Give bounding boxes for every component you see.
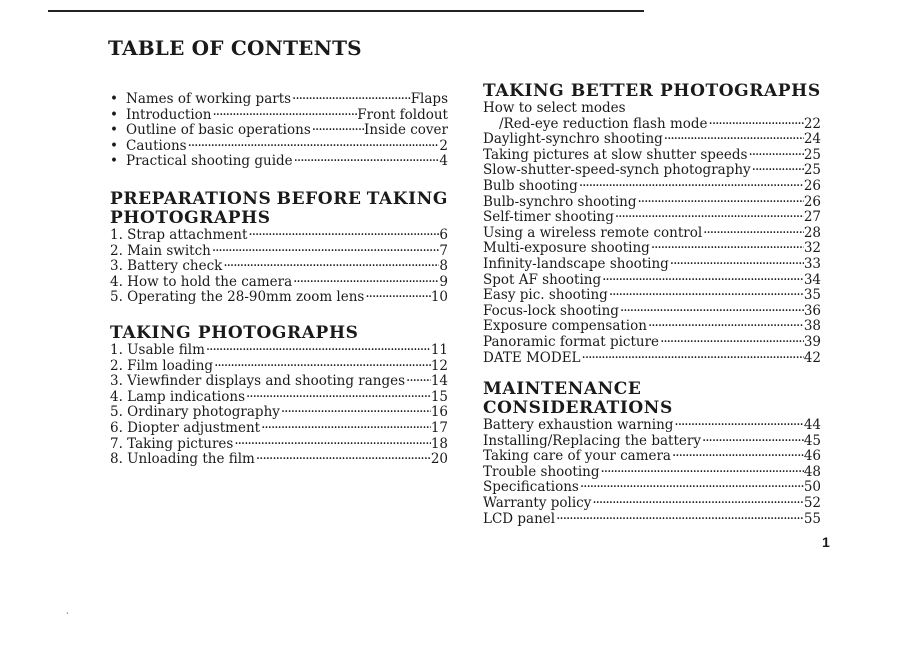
- bullet-icon: •: [110, 91, 118, 107]
- toc-entry-label: Exposure compensation: [483, 318, 647, 335]
- toc-entry-label: LCD panel: [483, 510, 556, 527]
- toc-entry-page: 24: [803, 131, 821, 148]
- bullet-icon: •: [110, 153, 118, 170]
- dot-leader: [291, 92, 411, 108]
- toc-entry-label: Self-timer shooting: [483, 209, 614, 226]
- toc-entry-page: 25: [803, 146, 821, 163]
- dot-leader: [708, 117, 804, 133]
- toc-entry-label: Multi-exposure shooting: [483, 240, 650, 257]
- toc-entry-label: Battery exhaustion warning: [483, 417, 674, 434]
- toc-entry-page: 44: [803, 417, 821, 434]
- dot-leader: [747, 148, 803, 164]
- toc-entry-page: 36: [803, 302, 821, 319]
- toc-entry-page: 18: [430, 435, 448, 452]
- toc-entry-page: Flaps: [410, 91, 448, 107]
- section-title-better: TAKING BETTER PHOTOGRAPHS: [483, 81, 821, 101]
- toc-entry-label: Taking pictures at slow shutter speeds: [483, 146, 748, 163]
- toc-entry-label: 5. Ordinary photography: [110, 404, 280, 421]
- toc-entry-page: 16: [430, 404, 448, 421]
- toc-entry-label: Easy pic. shooting: [483, 287, 608, 304]
- dot-leader: [614, 210, 804, 226]
- toc-entry[interactable]: [110, 343, 448, 359]
- toc-entry-label: Panoramic format picture: [483, 333, 660, 350]
- preparations-section: [110, 190, 448, 306]
- toc-entry[interactable]: [110, 244, 448, 260]
- dot-leader: [619, 304, 804, 320]
- toc-entry-label: 3. Viewfinder displays and shooting ranges: [110, 373, 406, 390]
- better-list: [483, 117, 821, 367]
- toc-entry-page: 32: [803, 240, 821, 257]
- dot-leader: [405, 374, 431, 390]
- dot-leader: [608, 288, 804, 304]
- toc-entry[interactable]: [110, 359, 448, 375]
- toc-entry[interactable]: [110, 452, 448, 468]
- toc-entry-page: 38: [803, 318, 821, 335]
- dot-leader: [663, 132, 804, 148]
- toc-entry[interactable]: [483, 226, 821, 242]
- toc-entry-page: 45: [803, 432, 821, 449]
- toc-entry[interactable]: [483, 288, 821, 304]
- toc-entry-label: Using a wireless remote control: [483, 224, 703, 241]
- dot-leader: [213, 359, 431, 375]
- toc-entry[interactable]: [483, 351, 821, 367]
- dot-leader: [673, 418, 803, 434]
- toc-entry-label: Taking care of your camera: [483, 448, 671, 465]
- toc-entry-page: 26: [803, 193, 821, 210]
- dot-leader: [671, 449, 804, 465]
- toc-entry-label: 8. Unloading the film: [110, 451, 255, 468]
- toc-entry-page: 12: [430, 357, 448, 374]
- toc-entry[interactable]: [483, 434, 821, 450]
- toc-entry-page: 20: [430, 451, 448, 468]
- title-word: PREPARATIONS: [110, 188, 272, 209]
- dot-leader: [581, 351, 804, 367]
- toc-entry-label: 1. Strap attachment: [110, 226, 248, 243]
- toc-entry[interactable]: [483, 273, 821, 289]
- section-title-preparations: [110, 190, 448, 209]
- toc-entry-label: Names of working parts: [126, 91, 292, 107]
- toc-entry[interactable]: [483, 132, 821, 148]
- toc-entry-label: 3. Battery check: [110, 258, 223, 275]
- dot-leader: [292, 275, 439, 291]
- top-rule: [48, 10, 644, 12]
- toc-entry-label: Slow-shutter-speed-synch photography: [483, 162, 751, 179]
- toc-entry-page: 34: [803, 271, 821, 288]
- dot-leader: [669, 257, 804, 273]
- toc-entry[interactable]: [483, 496, 821, 512]
- toc-entry[interactable]: [110, 390, 448, 406]
- toc-entry[interactable]: [483, 163, 821, 179]
- dot-leader: [247, 228, 439, 244]
- bullet-icon: •: [110, 106, 118, 123]
- dot-leader: [205, 343, 431, 359]
- toc-entry-page: 39: [803, 333, 821, 350]
- toc-entry-label: DATE MODEL: [483, 349, 581, 366]
- toc-entry[interactable]: [483, 179, 821, 195]
- dot-leader: [233, 437, 430, 453]
- preparations-list: [110, 228, 448, 306]
- toc-entry-label: Specifications: [483, 479, 579, 496]
- section-title-maintenance: MAINTENANCE CONSIDERATIONS: [483, 379, 673, 419]
- toc-entry-page: 7: [439, 242, 448, 259]
- toc-entry-page: 4: [439, 153, 448, 170]
- scan-mark: ˎ: [66, 604, 70, 615]
- toc-entry[interactable]: [110, 154, 448, 170]
- dot-leader: [751, 163, 804, 179]
- title-word: BEFORE: [276, 188, 362, 209]
- toc-entry[interactable]: [110, 123, 448, 139]
- toc-entry-page: 14: [430, 373, 448, 390]
- dot-leader: [222, 259, 439, 275]
- dot-leader: [636, 195, 803, 211]
- toc-entry-page: 46: [803, 448, 821, 465]
- dot-leader: [647, 319, 804, 335]
- toc-entry[interactable]: [483, 257, 821, 273]
- dot-leader: [212, 108, 358, 124]
- dot-leader: [578, 179, 804, 195]
- taking-section: [110, 324, 448, 468]
- toc-entry[interactable]: [110, 437, 448, 453]
- toc-entry[interactable]: [483, 335, 821, 351]
- toc-entry-label: Spot AF shooting: [483, 271, 602, 288]
- toc-entry-label: Introduction: [126, 106, 212, 123]
- toc-entry[interactable]: [110, 421, 448, 437]
- dot-leader: [579, 480, 804, 496]
- toc-entry[interactable]: [110, 374, 448, 390]
- toc-entry[interactable]: [483, 241, 821, 257]
- page-title: TABLE OF CONTENTS: [108, 36, 362, 60]
- dot-leader: [599, 465, 803, 481]
- dot-leader: [701, 434, 804, 450]
- dot-leader: [280, 405, 431, 421]
- bullet-icon: •: [110, 122, 118, 139]
- toc-entry[interactable]: [110, 405, 448, 421]
- toc-entry-label: 6. Diopter adjustment: [110, 419, 261, 436]
- toc-entry[interactable]: [110, 92, 448, 108]
- toc-entry-page: 9: [439, 273, 448, 290]
- right-column: [483, 82, 821, 527]
- toc-entry-label: Bulb-synchro shooting: [483, 193, 637, 210]
- toc-entry-page: 28: [803, 224, 821, 241]
- dot-leader: [364, 290, 430, 306]
- toc-subheading: How to select modes: [483, 100, 626, 116]
- toc-entry-label: Infinity-landscape shooting: [483, 255, 669, 272]
- title-word: TAKING: [366, 188, 448, 209]
- toc-entry-page: 50: [803, 479, 821, 496]
- toc-entry-page: 48: [803, 463, 821, 480]
- maintenance-section: [483, 380, 821, 527]
- toc-entry-label: /Red-eye reduction flash mode: [499, 115, 708, 132]
- front-matter-list: [110, 92, 448, 170]
- toc-entry-label: Installing/Replacing the battery: [483, 432, 701, 449]
- dot-leader: [245, 390, 431, 406]
- toc-entry-page: 10: [430, 289, 448, 306]
- dot-leader: [555, 512, 804, 528]
- toc-entry-page: 2: [439, 137, 448, 154]
- dot-leader: [260, 421, 431, 437]
- toc-entry-label: Trouble shooting: [483, 463, 600, 480]
- toc-entry[interactable]: [483, 418, 821, 434]
- toc-entry[interactable]: [483, 117, 821, 133]
- toc-entry-label: 4. Lamp indications: [110, 388, 245, 405]
- toc-entry[interactable]: [483, 304, 821, 320]
- toc-entry[interactable]: [110, 290, 448, 306]
- dot-leader: [311, 123, 364, 139]
- dot-leader: [293, 154, 440, 170]
- toc-entry-page: 35: [803, 287, 821, 304]
- toc-entry-label: 4. How to hold the camera: [110, 273, 293, 290]
- dot-leader: [702, 226, 804, 242]
- toc-entry-label: 2. Film loading: [110, 357, 214, 374]
- toc-entry[interactable]: [110, 228, 448, 244]
- toc-entry[interactable]: [483, 465, 821, 481]
- toc-entry-label: Outline of basic operations: [126, 122, 311, 139]
- toc-entry-page: 55: [803, 510, 821, 527]
- toc-entry-page: 25: [803, 162, 821, 179]
- toc-entry[interactable]: [110, 275, 448, 291]
- toc-entry[interactable]: [483, 195, 821, 211]
- toc-entry-page: 22: [803, 115, 821, 132]
- maintenance-list: [483, 418, 821, 527]
- toc-entry-page: 11: [430, 341, 448, 358]
- toc-entry-page: 52: [803, 495, 821, 512]
- toc-entry-label: 7. Taking pictures: [110, 435, 234, 452]
- toc-entry-label: Focus-lock shooting: [483, 302, 619, 319]
- toc-entry-label: Practical shooting guide: [126, 153, 293, 170]
- toc-entry[interactable]: [110, 139, 448, 155]
- toc-entry-page: 8: [439, 258, 448, 275]
- toc-entry-label: Daylight-synchro shooting: [483, 131, 663, 148]
- toc-entry-label: Cautions: [126, 137, 187, 154]
- toc-entry-label: 2. Main switch: [110, 242, 211, 259]
- toc-entry[interactable]: [483, 319, 821, 335]
- toc-entry[interactable]: [483, 148, 821, 164]
- toc-entry-label: 1. Usable film: [110, 341, 205, 358]
- page-number: 1: [822, 534, 830, 550]
- toc-entry[interactable]: [483, 480, 821, 496]
- toc-entry-page: Front foldout: [357, 106, 448, 123]
- bullet-icon: •: [110, 137, 118, 154]
- dot-leader: [211, 244, 440, 260]
- toc-entry-page: 6: [439, 226, 448, 243]
- toc-entry-page: 15: [430, 388, 448, 405]
- toc-entry-label: Warranty policy: [483, 495, 592, 512]
- toc-entry-page: 27: [803, 209, 821, 226]
- dot-leader: [187, 139, 440, 155]
- toc-entry[interactable]: [110, 108, 448, 124]
- toc-entry-label: Bulb shooting: [483, 177, 578, 194]
- toc-entry-page: 26: [803, 177, 821, 194]
- dot-leader: [650, 241, 804, 257]
- toc-entry-page: 42: [803, 349, 821, 366]
- dot-leader: [591, 496, 803, 512]
- taking-list: [110, 343, 448, 468]
- toc-entry-page: 33: [803, 255, 821, 272]
- left-column: [110, 92, 448, 468]
- dot-leader: [601, 273, 804, 289]
- section-title-preparations-line2: PHOTOGRAPHS: [110, 207, 271, 228]
- dot-leader: [659, 335, 804, 351]
- toc-entry-page: 17: [430, 419, 448, 436]
- toc-entry-label: 5. Operating the 28-90mm zoom lens: [110, 289, 365, 306]
- toc-entry[interactable]: [483, 512, 821, 528]
- dot-leader: [255, 452, 431, 468]
- section-title-taking: TAKING PHOTOGRAPHS: [110, 322, 359, 343]
- toc-entry-page: Inside cover: [364, 122, 448, 139]
- toc-entry[interactable]: [483, 449, 821, 465]
- toc-entry[interactable]: [483, 210, 821, 226]
- toc-entry[interactable]: [110, 259, 448, 275]
